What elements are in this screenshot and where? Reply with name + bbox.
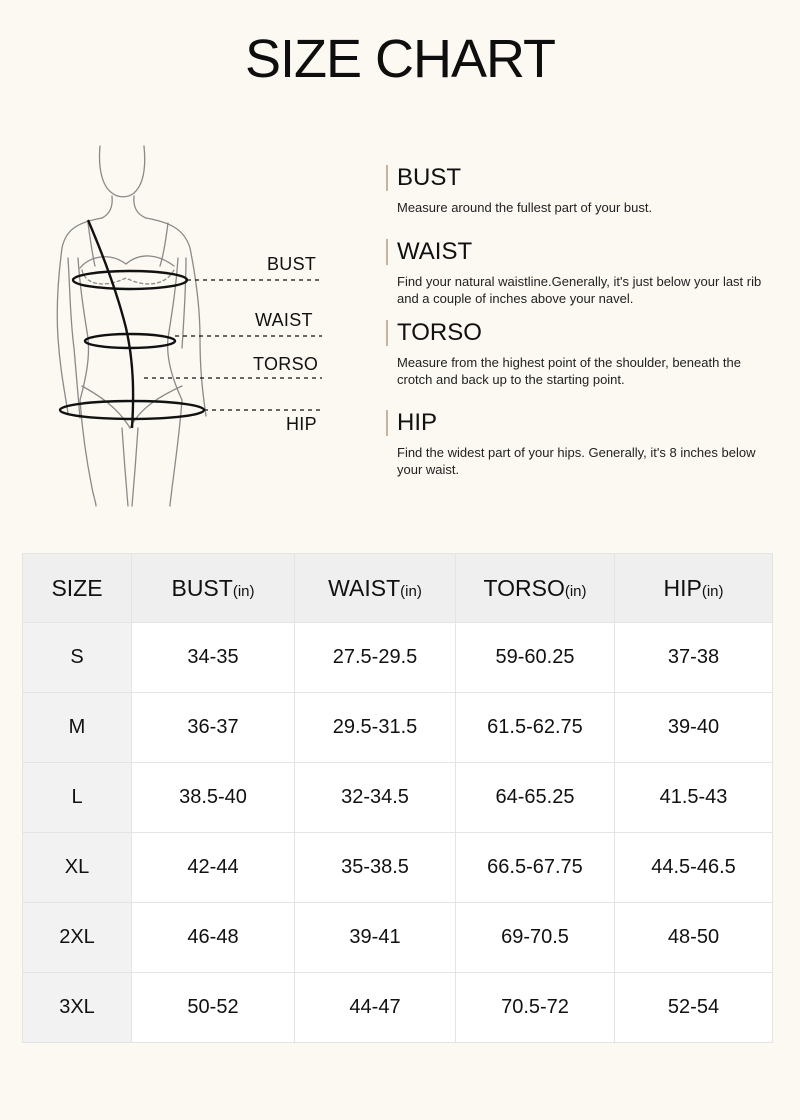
hip-cell: 52-54: [615, 973, 773, 1043]
size-cell: 2XL: [23, 903, 132, 973]
section-description: Measure around the fullest part of your bust.: [397, 200, 653, 215]
bust-cell: 46-48: [132, 903, 295, 973]
header-label: SIZE: [51, 574, 103, 601]
header-unit: (in): [232, 582, 255, 600]
hip-cell: 44.5-46.5: [615, 833, 773, 903]
bust-cell: 50-52: [132, 973, 295, 1043]
bust-cell: 34-35: [132, 623, 295, 693]
size-table: [22, 553, 773, 1043]
hip-cell: 48-50: [615, 903, 773, 973]
figure-label-waist: WAIST: [255, 310, 313, 330]
header-label: HIP: [663, 574, 702, 601]
table-row: [23, 763, 773, 833]
bust-cell: 38.5-40: [132, 763, 295, 833]
header-size: [23, 554, 132, 623]
bust-cell: 36-37: [132, 693, 295, 763]
hip-cell: 37-38: [615, 623, 773, 693]
torso-cell: 66.5-67.75: [456, 833, 615, 903]
header-label: WAIST: [328, 574, 401, 601]
waist-cell: 39-41: [295, 903, 456, 973]
torso-cell: 61.5-62.75: [456, 693, 615, 763]
waist-cell: 35-38.5: [295, 833, 456, 903]
section-description: Find your natural waistline.Generally, it's just below your last rib and a couple of inches above your navel.: [397, 274, 762, 306]
header-unit: (in): [701, 582, 724, 600]
bust-cell: 42-44: [132, 833, 295, 903]
section-title: HIP: [386, 410, 776, 436]
figure-label-bust: BUST: [267, 254, 317, 274]
table-row: [23, 623, 773, 693]
waist-cell: 44-47: [295, 973, 456, 1043]
size-cell: M: [23, 693, 132, 763]
table-row: [23, 973, 773, 1043]
section-torso: [386, 320, 776, 388]
size-cell: L: [23, 763, 132, 833]
table-header-row: [23, 554, 773, 623]
header-unit: (in): [400, 582, 422, 600]
section-waist: [386, 239, 776, 307]
figure-label-torso: TORSO: [253, 354, 319, 374]
section-bust: [386, 165, 776, 216]
figure-label-hip: HIP: [286, 414, 317, 434]
hip-cell: 39-40: [615, 693, 773, 763]
section-description: Find the widest part of your hips. Generally, it's 8 inches below your waist.: [397, 445, 756, 477]
waist-cell: 29.5-31.5: [295, 693, 456, 763]
section-title: WAIST: [386, 239, 776, 265]
header-torso: [456, 554, 615, 623]
table-row: [23, 833, 773, 903]
torso-cell: 64-65.25: [456, 763, 615, 833]
torso-cell: 70.5-72: [456, 973, 615, 1043]
size-cell: XL: [23, 833, 132, 903]
header-label: BUST: [171, 574, 233, 601]
hip-cell: 41.5-43: [615, 763, 773, 833]
header-hip: [615, 554, 773, 623]
header-unit: (in): [564, 582, 587, 600]
size-cell: S: [23, 623, 132, 693]
section-hip: [386, 410, 776, 478]
header-label: TORSO: [483, 574, 565, 601]
table-row: [23, 903, 773, 973]
section-title: TORSO: [386, 320, 776, 346]
section-description: Measure from the highest point of the shoulder, beneath the crotch and back up to the starting point.: [397, 355, 742, 387]
size-cell: 3XL: [23, 973, 132, 1043]
table-row: [23, 693, 773, 763]
torso-cell: 69-70.5: [456, 903, 615, 973]
header-bust: [132, 554, 295, 623]
page-title: SIZE CHART: [244, 29, 556, 89]
waist-cell: 27.5-29.5: [295, 623, 456, 693]
torso-cell: 59-60.25: [456, 623, 615, 693]
header-waist: [295, 554, 456, 623]
waist-cell: 32-34.5: [295, 763, 456, 833]
section-title: BUST: [386, 165, 776, 191]
